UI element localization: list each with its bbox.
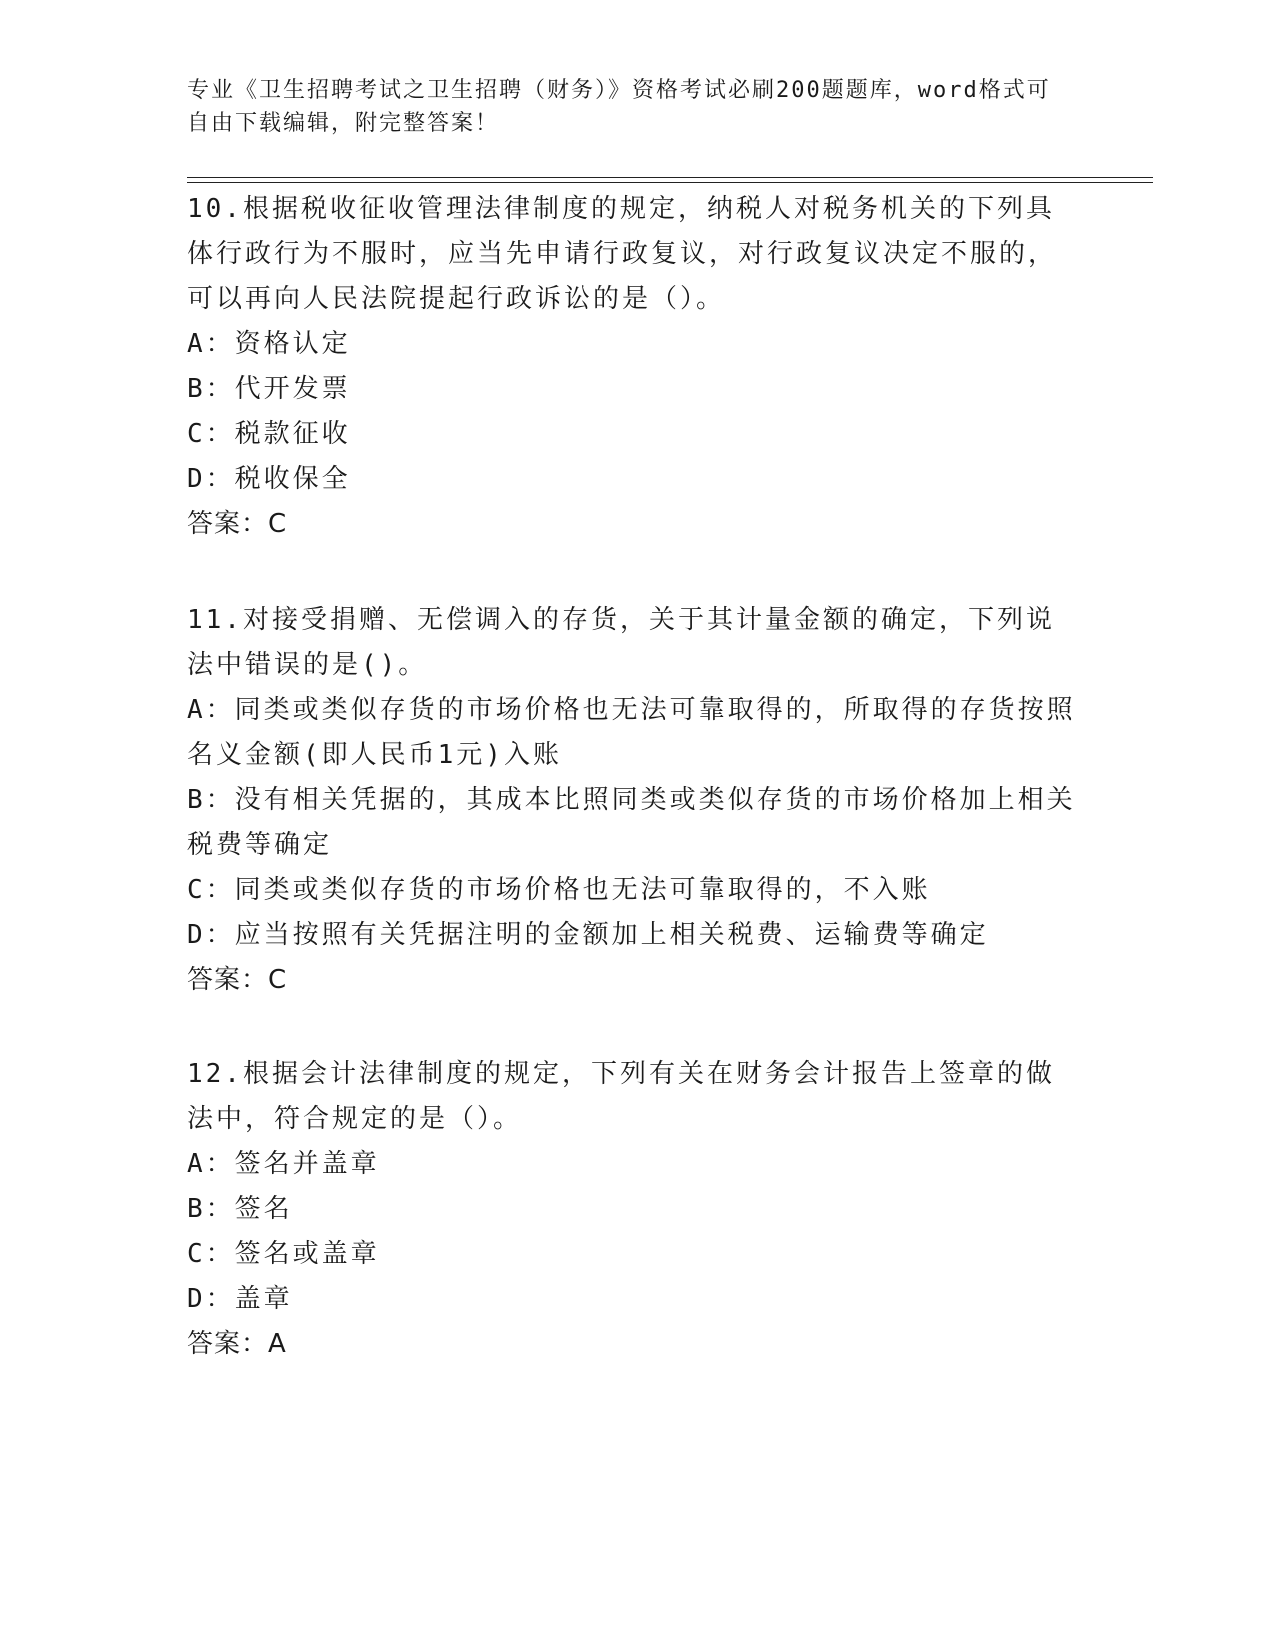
question-stem: 10.根据税收征收管理法律制度的规定，纳税人对税务机关的下列具体行政行为不服时，应当先申请行政复议，对行政复议决定不服的，可以再向人民法院提起行政诉讼的是（）。 [187, 194, 1058, 314]
option-d: D：税收保全 [187, 464, 351, 494]
document-header: 专业《卫生招聘考试之卫生招聘（财务）》资格考试必刷200题题库，word格式可自由下载编辑，附完整答案！ [187, 78, 1051, 136]
answer-line: 答案：A [187, 1329, 287, 1359]
option-d: D：应当按照有关凭据注明的金额加上相关税费、运输费等确定 [187, 920, 989, 950]
option-b: B：代开发票 [187, 374, 351, 404]
question-12 [187, 1052, 1077, 1367]
option-a: A：资格认定 [187, 329, 351, 359]
question-stem: 12.根据会计法律制度的规定，下列有关在财务会计报告上签章的做法中，符合规定的是（）。 [187, 1059, 1055, 1134]
answer-line: 答案：C [187, 965, 288, 995]
header-divider-bottom [187, 182, 1153, 183]
option-c: C：签名或盖章 [187, 1239, 380, 1269]
option-a: A：签名并盖章 [187, 1149, 380, 1179]
header-divider-top [187, 177, 1153, 178]
answer-line: 答案：C [187, 509, 288, 539]
question-11 [187, 598, 1077, 1003]
option-a: A：同类或类似存货的市场价格也无法可靠取得的，所取得的存货按照名义金额(即人民币1元)入账 [187, 695, 1076, 770]
option-c: C：同类或类似存货的市场价格也无法可靠取得的，不入账 [187, 875, 931, 905]
option-b: B：签名 [187, 1194, 293, 1224]
question-10 [187, 187, 1077, 547]
option-c: C：税款征收 [187, 419, 351, 449]
option-b: B：没有相关凭据的，其成本比照同类或类似存货的市场价格加上相关税费等确定 [187, 785, 1076, 860]
question-stem: 11.对接受捐赠、无偿调入的存货，关于其计量金额的确定，下列说法中错误的是()。 [187, 605, 1055, 680]
option-d: D：盖章 [187, 1284, 293, 1314]
